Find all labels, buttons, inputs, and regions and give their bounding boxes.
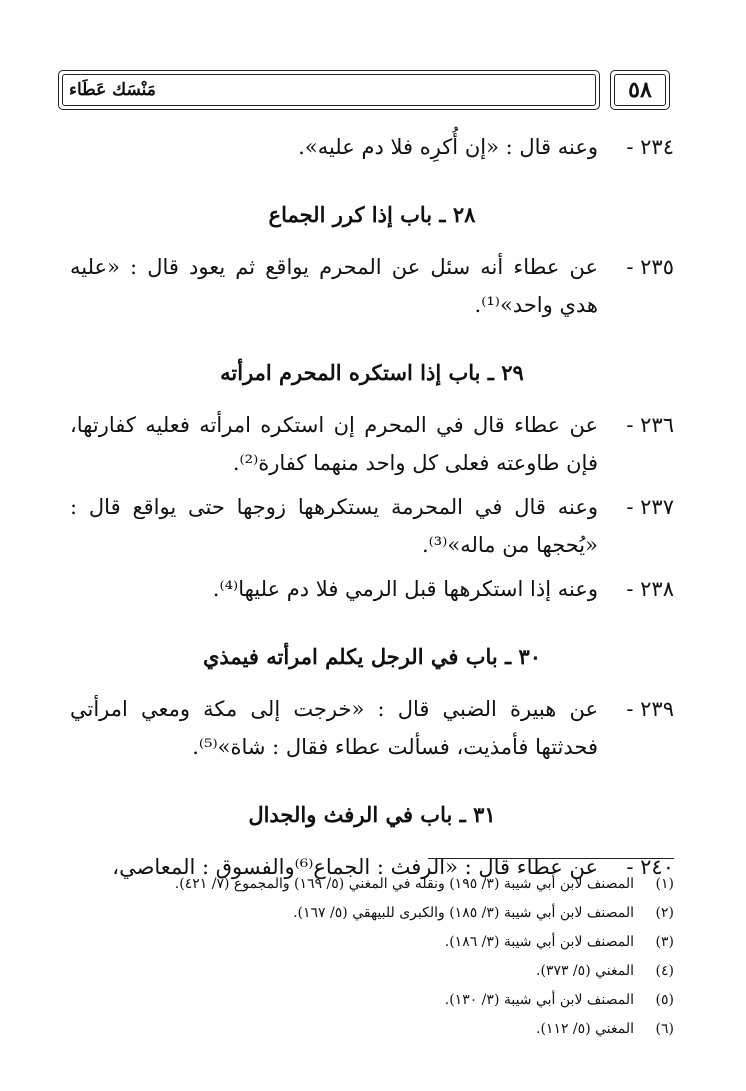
footnote-6 (70, 1015, 674, 1044)
entry-text: وعنه قال : «إن أُكرِه فلا دم عليه». (298, 135, 598, 159)
footnote-text: المصنف لابن أبي شيبة (٣/ ١٨٦). (444, 934, 634, 950)
entry-238 (70, 570, 674, 608)
footnote-text: المغني (٥/ ٣٧٣). (536, 963, 634, 979)
entry-234 (70, 128, 674, 166)
footnote-4 (70, 957, 674, 986)
footnote-text: المصنف لابن أبي شيبة (٣/ ١٣٠). (444, 992, 634, 1008)
section-heading-30: ٣٠ ـ باب في الرجل يكلم امرأته فيمذي (202, 644, 542, 669)
entry-number: ٢٤٠ - (626, 855, 674, 879)
footnote-number: (٦) (655, 1021, 674, 1037)
section-heading-29: ٢٩ ـ باب إذا استكره المحرم امرأته (220, 360, 524, 385)
entry-239 (70, 690, 674, 766)
entry-number: ٢٣٨ - (626, 577, 674, 601)
entry-235 (70, 248, 674, 324)
footnote-1 (70, 870, 674, 899)
page-number-frame (610, 70, 670, 110)
entry-236 (70, 406, 674, 482)
running-title-frame (58, 70, 600, 110)
footnote-number: (٤) (655, 963, 674, 979)
footnote-2 (70, 899, 674, 928)
entry-number: ٢٣٤ - (626, 135, 674, 159)
section-heading-28: ٢٨ ـ باب إذا كرر الجماع (268, 202, 476, 227)
entry-number: ٢٣٩ - (626, 697, 674, 721)
footnote-text: المصنف لابن أبي شيبة (٣/ ١٩٥) ونقله في المغني (٥/ ١٦٩) والمجموع (٧/ ٤٢١). (174, 876, 634, 892)
entry-number: ٢٣٥ - (626, 255, 674, 279)
footnote-text: المغني (٥/ ١١٢). (536, 1021, 634, 1037)
entry-text: عن عطاء أنه سئل عن المحرم يواقع ثم يعود قال : «عليه هدي واحد»⁽¹⁾. (70, 255, 598, 317)
footnote-number: (١) (655, 876, 674, 892)
entry-text: عن عطاء قال : «الرفث : الجماع⁽⁶⁾والفسوق : المعاصي، (112, 855, 598, 879)
entry-text: عن عطاء قال في المحرم إن استكره امرأته فعليه كفارتها، فإن طاوعته فعلى كل واحد منهما كفارة⁽²⁾. (70, 413, 598, 475)
footnote-text: المصنف لابن أبي شيبة (٣/ ١٨٥) والكبرى للبيهقي (٥/ ١٦٧). (293, 905, 634, 921)
section-heading-31: ٣١ ـ باب في الرفث والجدال (248, 802, 496, 827)
entry-text: وعنه قال في المحرمة يستكرهها زوجها حتى يواقع قال : «يُحجها من ماله»⁽³⁾. (70, 495, 598, 557)
footnote-5 (70, 986, 674, 1015)
footnote-number: (٣) (655, 934, 674, 950)
page-body (70, 128, 674, 892)
entry-237 (70, 488, 674, 564)
page-number: ٥٨ (628, 77, 652, 103)
entry-text: عن هبيرة الضبي قال : «خرجت إلى مكة ومعي امرأتي فحدثتها فأمذيت، فسألت عطاء فقال : شاة»⁽⁵⁾. (70, 697, 598, 759)
entry-text: وعنه إذا استكرهها قبل الرمي فلا دم عليها⁽⁴⁾. (212, 577, 598, 601)
running-title: مَنْسَك عَطَاء (69, 80, 156, 100)
entry-number: ٢٣٧ - (626, 495, 674, 519)
entry-number: ٢٣٦ - (626, 413, 674, 437)
page-header (58, 68, 672, 114)
footnote-3 (70, 928, 674, 957)
footnote-number: (٢) (655, 905, 674, 921)
footnote-number: (٥) (655, 992, 674, 1008)
footnotes (70, 870, 674, 1044)
footnote-separator (428, 858, 674, 859)
